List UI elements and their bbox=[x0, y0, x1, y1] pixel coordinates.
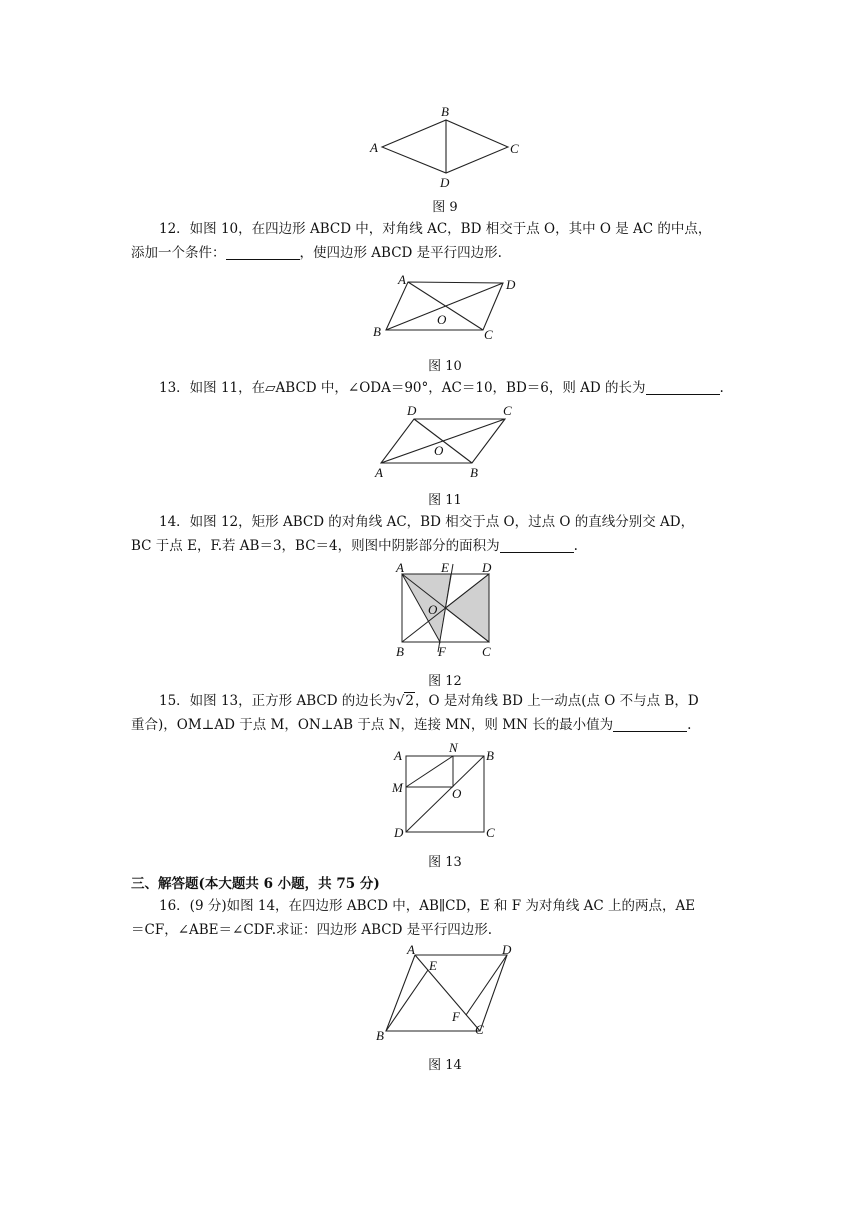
segment-df bbox=[466, 955, 507, 1015]
diagonal-ac bbox=[415, 955, 480, 1031]
label-d: D bbox=[407, 403, 417, 418]
label-a: A bbox=[398, 272, 406, 287]
label-d: D bbox=[506, 277, 516, 292]
question-16-line-2: ＝CF，∠ABE＝∠CDF.求证：四边形 ABCD 是平行四边形. bbox=[131, 922, 492, 938]
label-a: A bbox=[375, 465, 383, 480]
question-14-line-2 bbox=[131, 534, 731, 558]
question-15-text-c: 重合)，OM⊥AD 于点 M，ON⊥AB 于点 N，连接 MN，则 MN 长的最小值为 bbox=[131, 717, 614, 733]
question-16-line-1: 16．(9 分)如图 14，在四边形 ABCD 中，AB∥CD，E 和 F 为对角线 AC 上的两点，AE bbox=[159, 898, 696, 914]
question-14-text-b: . bbox=[573, 538, 578, 554]
label-d: D bbox=[394, 825, 404, 840]
figure-9-caption: 图 9 bbox=[432, 200, 458, 215]
figure-11 bbox=[370, 402, 530, 482]
rhombus-abcd bbox=[382, 120, 508, 173]
label-b: B bbox=[376, 1028, 384, 1043]
question-16 bbox=[131, 894, 731, 942]
figure-14-caption: 图 14 bbox=[428, 1058, 462, 1073]
question-13 bbox=[131, 376, 731, 400]
label-b: B bbox=[470, 465, 478, 480]
label-a: A bbox=[394, 748, 402, 763]
label-e: E bbox=[441, 560, 449, 575]
figure-9-diagram bbox=[360, 105, 530, 190]
question-14-text-a: BC 于点 E，F.若 AB＝3，BC＝4，则图中阴影部分的面积为 bbox=[131, 538, 500, 554]
label-d: D bbox=[440, 175, 450, 190]
question-15-text-b: ，O 是对角线 BD 上一动点(点 O 不与点 B，D bbox=[415, 693, 699, 709]
question-13-text-a: 13．如图 11，在▱ABCD 中，∠ODA＝90°，AC＝10，BD＝6，则 AD 的长为 bbox=[159, 380, 646, 396]
sqrt-radicand: 2 bbox=[405, 693, 415, 709]
figure-12-caption: 图 12 bbox=[428, 674, 462, 689]
label-f: F bbox=[438, 644, 446, 659]
label-a: A bbox=[407, 942, 415, 957]
figure-10-caption: 图 10 bbox=[428, 359, 462, 374]
question-15-answer-blank[interactable] bbox=[613, 717, 687, 732]
label-b: B bbox=[396, 644, 404, 659]
question-12-answer-blank[interactable] bbox=[226, 245, 300, 260]
label-b: B bbox=[441, 104, 449, 119]
figure-11-diagram bbox=[370, 402, 530, 482]
sqrt-expression: √2 bbox=[395, 693, 415, 709]
question-15-line-1 bbox=[131, 689, 731, 713]
figure-13 bbox=[390, 740, 500, 845]
section-3-heading: 三、解答题(本大题共 6 小题，共 75 分) bbox=[131, 876, 380, 892]
quadrilateral-abcd bbox=[386, 955, 507, 1031]
figure-14 bbox=[370, 943, 525, 1048]
figure-13-diagram bbox=[390, 740, 500, 845]
question-12-text-a: 添加一个条件： bbox=[131, 245, 226, 261]
segment-mn bbox=[406, 756, 453, 787]
label-m: M bbox=[392, 780, 403, 795]
question-12-line-2 bbox=[131, 241, 731, 265]
question-15-text-d: . bbox=[687, 717, 692, 733]
label-a: A bbox=[370, 140, 378, 155]
label-c: C bbox=[475, 1022, 484, 1037]
label-e: E bbox=[429, 958, 437, 973]
label-o: O bbox=[434, 443, 444, 458]
figure-10-diagram bbox=[370, 273, 530, 343]
label-b: B bbox=[373, 324, 381, 339]
figure-9 bbox=[360, 105, 530, 190]
label-o: O bbox=[452, 786, 462, 801]
question-13-answer-blank[interactable] bbox=[646, 380, 720, 395]
label-c: C bbox=[503, 403, 512, 418]
label-o: O bbox=[428, 602, 438, 617]
label-o: O bbox=[437, 312, 447, 327]
diagonal-bd bbox=[406, 756, 484, 832]
label-a: A bbox=[396, 560, 404, 575]
label-c: C bbox=[484, 327, 493, 342]
question-14-line-1: 14．如图 12，矩形 ABCD 的对角线 AC，BD 相交于点 O，过点 O 的直线分别交 AD， bbox=[159, 514, 695, 530]
question-12 bbox=[131, 217, 731, 265]
figure-10 bbox=[370, 273, 530, 343]
question-15-line-2 bbox=[131, 713, 731, 737]
label-c: C bbox=[510, 141, 519, 156]
label-f: F bbox=[452, 1009, 460, 1024]
figure-13-caption: 图 13 bbox=[428, 855, 462, 870]
label-c: C bbox=[482, 644, 491, 659]
figure-12-diagram bbox=[390, 562, 500, 662]
figure-14-diagram bbox=[370, 943, 525, 1048]
label-n: N bbox=[449, 740, 458, 755]
question-13-line-1 bbox=[131, 376, 731, 400]
figure-11-caption: 图 11 bbox=[428, 493, 462, 508]
figure-12 bbox=[390, 562, 500, 662]
question-12-text-b: ，使四边形 ABCD 是平行四边形. bbox=[299, 245, 502, 261]
question-15-text-a: 15．如图 13，正方形 ABCD 的边长为 bbox=[159, 693, 396, 709]
label-c: C bbox=[486, 825, 495, 840]
question-13-text-b: . bbox=[719, 380, 724, 396]
question-12-line-1: 12．如图 10，在四边形 ABCD 中，对角线 AC，BD 相交于点 O，其中 O 是 AC 的中点， bbox=[159, 221, 712, 237]
segment-be bbox=[386, 970, 428, 1031]
question-14 bbox=[131, 510, 731, 558]
label-d: D bbox=[482, 560, 492, 575]
label-d: D bbox=[502, 942, 512, 957]
question-15 bbox=[131, 689, 731, 737]
label-b: B bbox=[486, 748, 494, 763]
question-14-answer-blank[interactable] bbox=[500, 538, 574, 553]
